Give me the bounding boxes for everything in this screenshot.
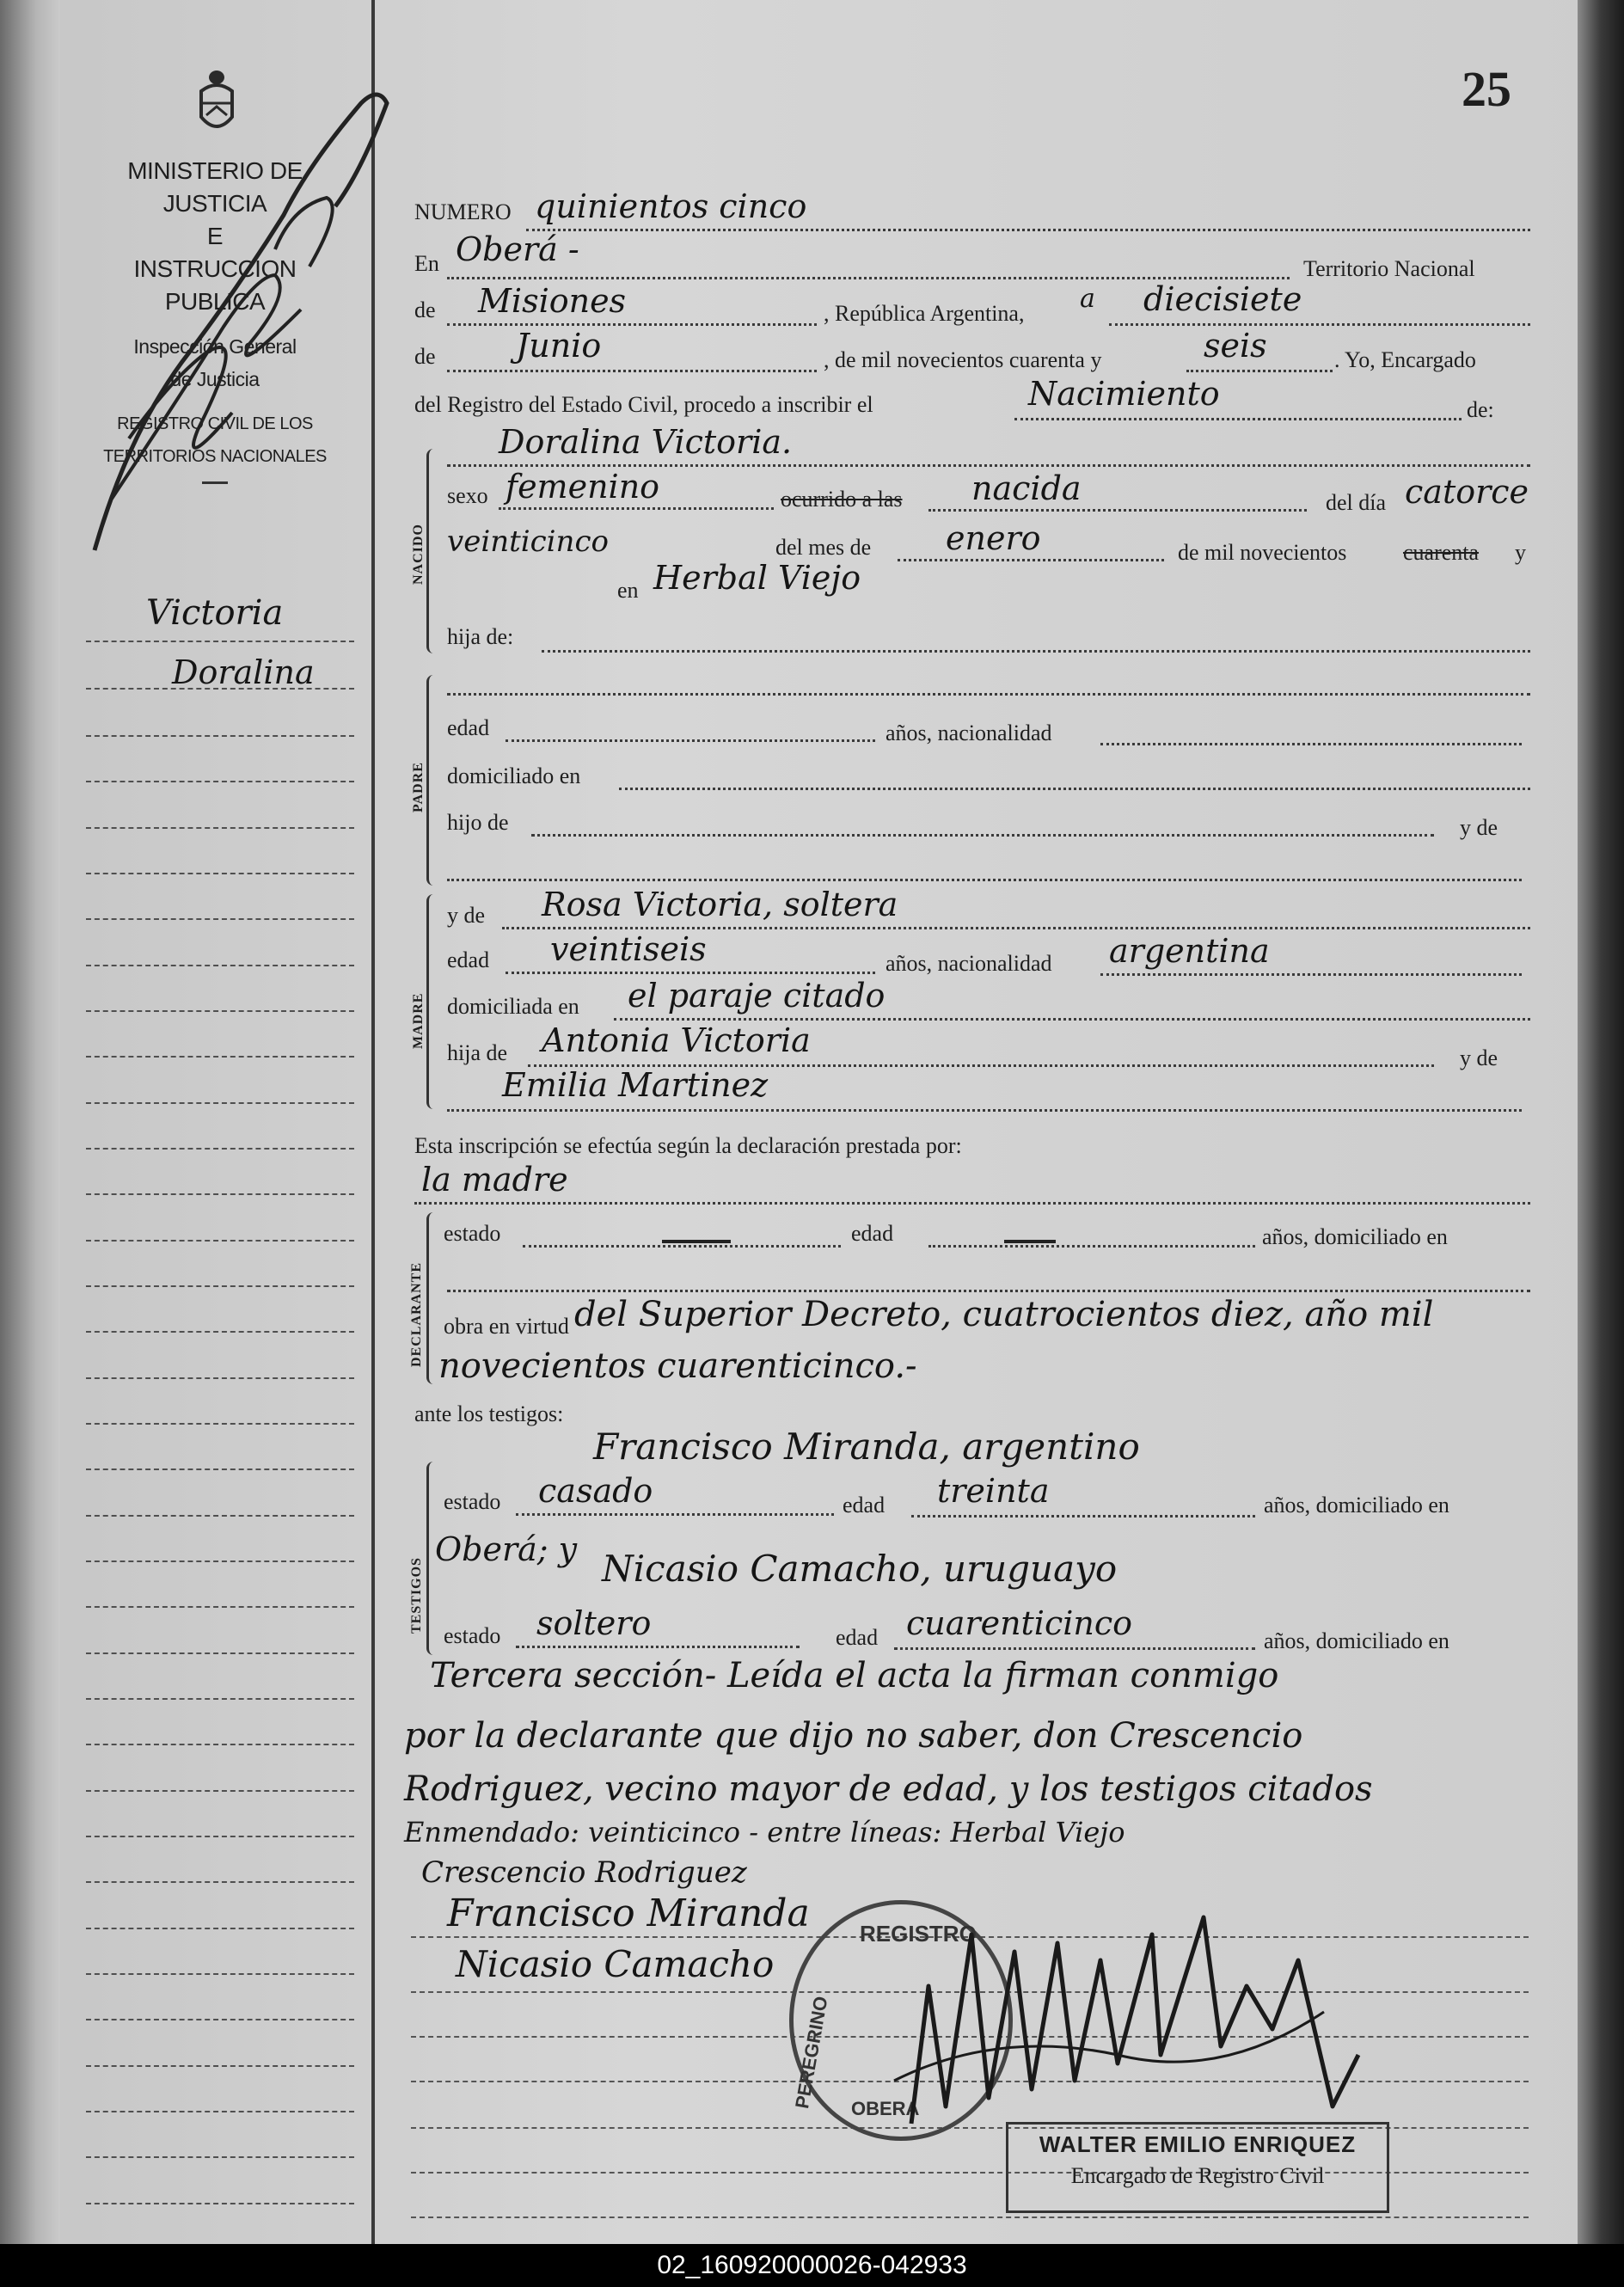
- sexo-label: sexo: [447, 483, 488, 508]
- madre-edad-line: [506, 972, 875, 974]
- en-value: Oberá -: [456, 230, 579, 268]
- en-label: En: [414, 251, 439, 276]
- ministry-line-2: E: [206, 223, 224, 249]
- page-edge-shadow: [1578, 0, 1624, 2244]
- registry-line-2: TERRITORIOS NACIONALES: [103, 447, 327, 466]
- madre-dom-line: [614, 1018, 1530, 1021]
- mes-line: [447, 370, 817, 372]
- y-label: y: [1515, 540, 1526, 565]
- encargado-label: . Yo, Encargado: [1334, 347, 1476, 372]
- padre-hijo-label: hijo de: [447, 810, 509, 835]
- t1-edad-label: edad: [843, 1493, 886, 1518]
- t2-edad-value: cuarenticinco: [906, 1604, 1133, 1642]
- en2-label: en: [617, 578, 639, 603]
- madre-dom-label: domiciliada en: [447, 994, 579, 1019]
- seal-bottom-text: OBERA: [851, 2098, 920, 2119]
- abuelo-value: Antonia Victoria: [542, 1021, 811, 1059]
- territorio-label: Territorio Nacional: [1303, 256, 1475, 281]
- madre-tag: MADRE: [411, 992, 426, 1049]
- inscripcion-label: Esta inscripción se efectúa según la declaración prestada por:: [414, 1133, 962, 1158]
- mes-value: Junio: [516, 327, 602, 365]
- seal-left-text: PEREGRINO: [791, 1994, 832, 2111]
- padre-edad-label: edad: [447, 715, 490, 740]
- mes-label: de: [414, 344, 436, 369]
- official-title: Encargado de Registro Civil: [1070, 2163, 1325, 2188]
- acto-value: Nacimiento: [1028, 375, 1220, 413]
- padre-nac-label: años, nacionalidad: [886, 720, 1052, 745]
- madre-edad-value: veintiseis: [550, 930, 707, 968]
- padre-name-line: [447, 693, 1530, 696]
- cierre-line-1: Tercera sección- Leída el acta la firman conmigo: [430, 1656, 1279, 1695]
- declarante-line: [414, 1202, 1530, 1205]
- margin-note-line-2: Doralina: [172, 653, 315, 691]
- de-value: Misiones: [478, 282, 627, 320]
- declarante-tag: DECLARANTE: [409, 1261, 424, 1367]
- de2-label: de:: [1467, 397, 1494, 422]
- numero-label: NUMERO: [414, 199, 512, 224]
- nombre-value: Doralina Victoria.: [499, 423, 793, 461]
- madre-hija-label: hija de: [447, 1040, 508, 1065]
- lugar-value: Herbal Viejo: [653, 559, 861, 597]
- obra-label: obra en virtud: [444, 1314, 569, 1339]
- testigo2-value: Nicasio Camacho, uruguayo: [602, 1548, 1118, 1590]
- decl-edad-dash: [1004, 1240, 1056, 1243]
- dia-value: diecisiete: [1143, 280, 1302, 318]
- mes-nac-line: [898, 559, 1164, 561]
- madre-y-de-label: y de: [447, 903, 486, 928]
- mil-label: de mil novecientos: [1178, 540, 1347, 565]
- t1-estado-value: casado: [538, 1472, 653, 1510]
- padre-hijo-line: [531, 834, 1434, 837]
- padre-nac-line: [1100, 743, 1522, 745]
- registro-label: del Registro del Estado Civil, procedo a inscribir el: [414, 392, 873, 417]
- t1-dom-label: años, domiciliado en: [1264, 1493, 1449, 1518]
- official-signature: [877, 1883, 1393, 2141]
- padre-dom-label: domiciliado en: [447, 763, 581, 788]
- testigo1-value: Francisco Miranda, argentino: [593, 1426, 1140, 1468]
- en-line: [447, 277, 1290, 279]
- decl-edad-line: [928, 1245, 1255, 1248]
- madre-nac-label: años, nacionalidad: [886, 951, 1052, 976]
- firma-nicasio: Nicasio Camacho: [456, 1943, 775, 1985]
- page-number: 25: [1462, 61, 1511, 117]
- sexo-value: femenino: [506, 468, 660, 506]
- page-binding: [0, 0, 60, 2244]
- dia-line: [1109, 323, 1530, 326]
- cierre-line-3: Rodriguez, vecino mayor de edad, y los testigos citados: [404, 1769, 1373, 1809]
- nacido-brace: [426, 449, 438, 653]
- margin-note-line-1: Victoria: [146, 593, 284, 633]
- ministry-line-3: INSTRUCCION PUBLICA: [133, 255, 297, 315]
- t2-dom-label: años, domiciliado en: [1264, 1628, 1449, 1653]
- t1-edad-line: [911, 1515, 1255, 1518]
- madre-nombre-value: Rosa Victoria, soltera: [542, 886, 898, 923]
- file-id-footer: 02_160920000026-042933: [0, 2244, 1624, 2287]
- abuela-value: Emilia Martinez: [502, 1066, 769, 1104]
- dia-nac-value: catorce: [1405, 473, 1529, 511]
- obra-value-2: novecientos cuarenticinco.-: [438, 1346, 917, 1386]
- padre-abuela-line: [447, 879, 1522, 881]
- t1-estado-line: [516, 1513, 834, 1516]
- padre-brace: [426, 675, 438, 886]
- sexo-line: [499, 507, 774, 510]
- numero-line: [526, 229, 1530, 231]
- madre-abuela-line: [447, 1109, 1522, 1112]
- acto-line: [1014, 418, 1462, 420]
- registry-line-1: REGISTRO CIVIL DE LOS: [117, 414, 313, 433]
- mes-nac-value: enero: [946, 519, 1041, 557]
- republica-label: , República Argentina,: [824, 301, 1025, 326]
- t2-estado-value: soltero: [536, 1604, 652, 1642]
- t1-dom-value: Oberá; y: [435, 1530, 578, 1568]
- decl-estado-dash: [662, 1240, 731, 1243]
- testigos-tag: TESTIGOS: [409, 1557, 424, 1634]
- madre-name-line: [502, 927, 1530, 929]
- nacida-value: nacida: [971, 469, 1082, 507]
- dia-prefix: a: [1080, 284, 1095, 314]
- decl-dom-label: años, domiciliado en: [1262, 1224, 1448, 1249]
- hija-line: [542, 650, 1530, 653]
- del-mes-label: del mes de: [775, 535, 872, 560]
- seal-top-text: REGISTRO: [860, 1921, 977, 1947]
- cuarenta-label: cuarenta: [1403, 540, 1480, 565]
- firma-crescencio: Crescencio Rodriguez: [421, 1855, 747, 1890]
- madre-dom-value: el paraje citado: [628, 977, 886, 1015]
- cierre-line-2: por la declarante que dijo no saber, don Crescencio: [404, 1716, 1303, 1756]
- t2-edad-line: [894, 1647, 1255, 1650]
- enmienda-line: Enmendado: veinticinco - entre líneas: Herbal Viejo: [404, 1816, 1125, 1849]
- madre-nac-line: [1100, 973, 1522, 976]
- official-name-stamp: [1006, 2122, 1389, 2213]
- anio-label: , de mil novecientos cuarenta y: [824, 347, 1102, 372]
- margin-signature: [77, 69, 438, 576]
- de-label: de: [414, 297, 436, 322]
- ministry-line-1: MINISTERIO DE JUSTICIA: [127, 157, 303, 217]
- official-name: WALTER EMILIO ENRIQUEZ: [1039, 2131, 1357, 2157]
- t1-edad-value: treinta: [937, 1472, 1050, 1510]
- de-line: [447, 323, 817, 326]
- inspection-line-1: Inspección General: [133, 335, 297, 358]
- madre-nac-value: argentina: [1109, 932, 1270, 970]
- padre-tag: PADRE: [411, 762, 426, 812]
- inspection-line-2: de Justicia: [170, 368, 260, 390]
- madre-y-de2-label: y de: [1460, 1045, 1498, 1070]
- t2-edad-label: edad: [836, 1625, 879, 1650]
- nacido-tag: NACIDO: [411, 524, 426, 585]
- t2-estado-line: [516, 1646, 800, 1648]
- ocurrido-label: ocurrido a las: [781, 487, 903, 512]
- t2-estado-label: estado: [444, 1623, 501, 1648]
- madre-edad-label: edad: [447, 947, 490, 972]
- padre-dom-line: [619, 788, 1530, 790]
- madre-brace: [426, 894, 438, 1109]
- padre-y-de-label: y de: [1460, 815, 1498, 840]
- testigos-label: ante los testigos:: [414, 1401, 564, 1426]
- declarante-brace: [426, 1212, 438, 1384]
- nombre-line: [447, 464, 1530, 467]
- hora-line: [928, 509, 1307, 512]
- decl-edad-label: edad: [851, 1221, 894, 1246]
- declarante-value: la madre: [421, 1161, 568, 1199]
- padre-edad-line: [506, 739, 875, 742]
- del-dia-label: del día: [1326, 490, 1387, 515]
- hija-label: hija de:: [447, 624, 514, 649]
- decl-dom-line: [447, 1290, 1530, 1292]
- numero-value: quinientos cinco: [535, 187, 807, 225]
- anio-line: [1186, 370, 1333, 372]
- obra-value: del Superior Decreto, cuatrocientos diez, año mil: [574, 1295, 1434, 1334]
- decl-estado-label: estado: [444, 1221, 501, 1246]
- t1-estado-label: estado: [444, 1489, 501, 1514]
- firma-francisco: Francisco Miranda: [447, 1892, 810, 1935]
- decl-estado-line: [523, 1245, 841, 1248]
- anio-value: seis: [1204, 327, 1267, 365]
- anio-nac-value: veinticinco: [447, 524, 609, 559]
